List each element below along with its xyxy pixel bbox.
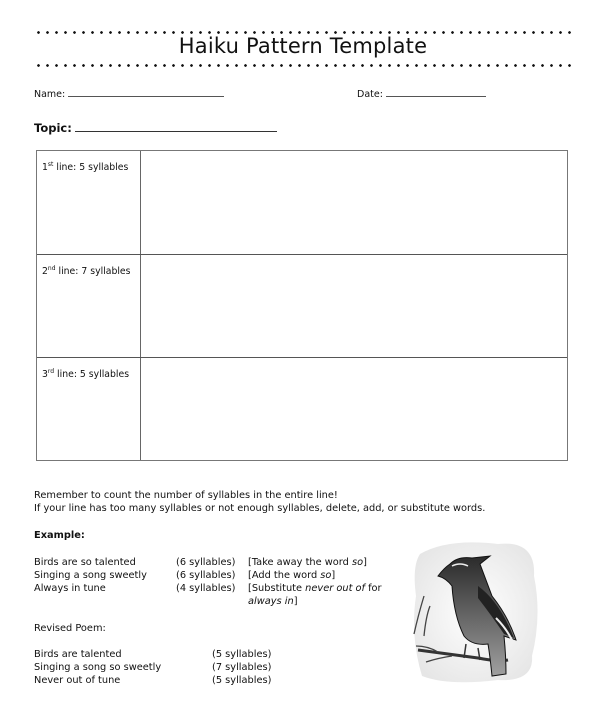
dotted-rule-bottom xyxy=(34,64,572,67)
line-entry-1[interactable] xyxy=(141,151,567,254)
name-field[interactable] xyxy=(34,88,224,100)
line-label: 1st line: 5 syllables xyxy=(37,151,141,254)
example-note: [Take away the word so] xyxy=(248,557,367,568)
table-row xyxy=(37,151,567,255)
bird-illustration-icon xyxy=(408,536,548,686)
example-line: Always in tune xyxy=(34,583,106,594)
name-blank[interactable] xyxy=(68,88,224,97)
haiku-table xyxy=(36,150,568,461)
topic-blank[interactable] xyxy=(75,121,277,132)
date-field[interactable] xyxy=(357,88,486,100)
revised-line: Never out of tune xyxy=(34,675,121,686)
line-label: 3rd line: 5 syllables xyxy=(37,358,141,460)
revised-count: (5 syllables) xyxy=(212,649,272,660)
name-label: Name: xyxy=(34,89,66,100)
topic-label: Topic: xyxy=(34,121,72,135)
page-title: Haiku Pattern Template xyxy=(178,34,428,58)
instruction-line-2: If your line has too many syllables or not enough syllables, delete, add, or substitute words. xyxy=(34,503,486,514)
example-count: (6 syllables) xyxy=(176,570,236,581)
example-line: Birds are so talented xyxy=(34,557,136,568)
revised-count: (5 syllables) xyxy=(212,675,272,686)
example-note: [Substitute never out of for always in] xyxy=(248,583,382,607)
revised-count: (7 syllables) xyxy=(212,662,272,673)
example-count: (4 syllables) xyxy=(176,583,236,594)
date-label: Date: xyxy=(357,89,383,100)
example-count: (6 syllables) xyxy=(176,557,236,568)
topic-field[interactable] xyxy=(34,121,277,135)
table-row xyxy=(37,358,567,460)
line-label: 2nd line: 7 syllables xyxy=(37,255,141,357)
example-line: Singing a song sweetly xyxy=(34,570,147,581)
revised-line: Singing a song so sweetly xyxy=(34,662,162,673)
date-blank[interactable] xyxy=(386,88,486,97)
example-note: [Add the word so] xyxy=(248,570,336,581)
table-row xyxy=(37,255,567,358)
example-heading: Example: xyxy=(34,530,85,541)
revised-line: Birds are talented xyxy=(34,649,122,660)
line-entry-3[interactable] xyxy=(141,358,567,460)
line-entry-2[interactable] xyxy=(141,255,567,357)
revised-heading: Revised Poem: xyxy=(34,623,106,634)
instruction-line-1: Remember to count the number of syllables in the entire line! xyxy=(34,490,338,501)
